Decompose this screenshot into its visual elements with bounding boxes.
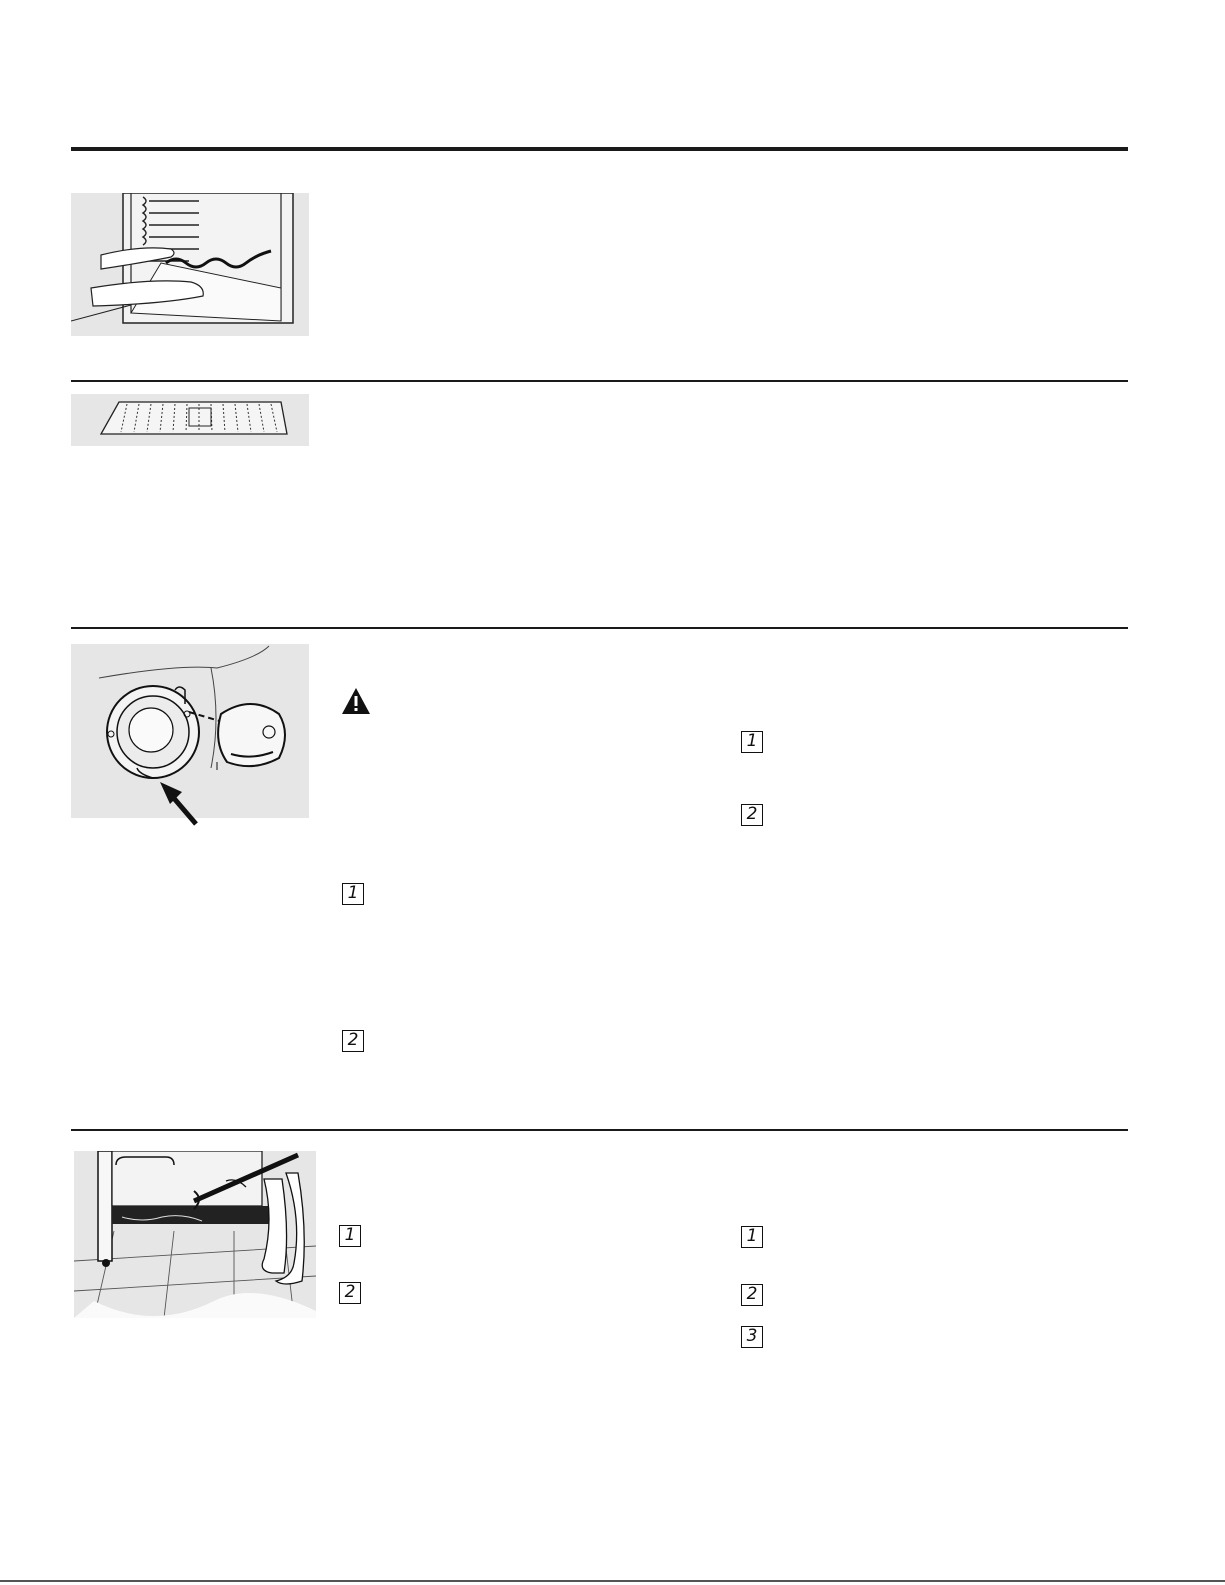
oven-interior-cleaning-illustration	[71, 193, 309, 336]
step-marker: 1	[342, 883, 364, 905]
step-marker: 2	[342, 1030, 364, 1052]
drawer-removal-illustration	[74, 1151, 316, 1318]
page-bottom-edge	[0, 1580, 1225, 1582]
section-divider-1	[71, 380, 1128, 382]
section-divider-3	[71, 1129, 1128, 1131]
step-marker: 1	[339, 1225, 361, 1247]
page-header-rule	[71, 147, 1128, 151]
step-marker: 2	[741, 804, 763, 826]
pointer-arrow-icon	[150, 780, 210, 830]
step-marker: 2	[741, 1284, 763, 1306]
step-marker: 3	[741, 1326, 763, 1348]
section-divider-2	[71, 627, 1128, 629]
oven-rack-illustration	[71, 394, 309, 446]
step-marker: 1	[741, 1226, 763, 1248]
step-marker: 1	[741, 731, 763, 753]
warning-triangle-icon	[341, 687, 371, 715]
step-marker: 2	[339, 1282, 361, 1304]
